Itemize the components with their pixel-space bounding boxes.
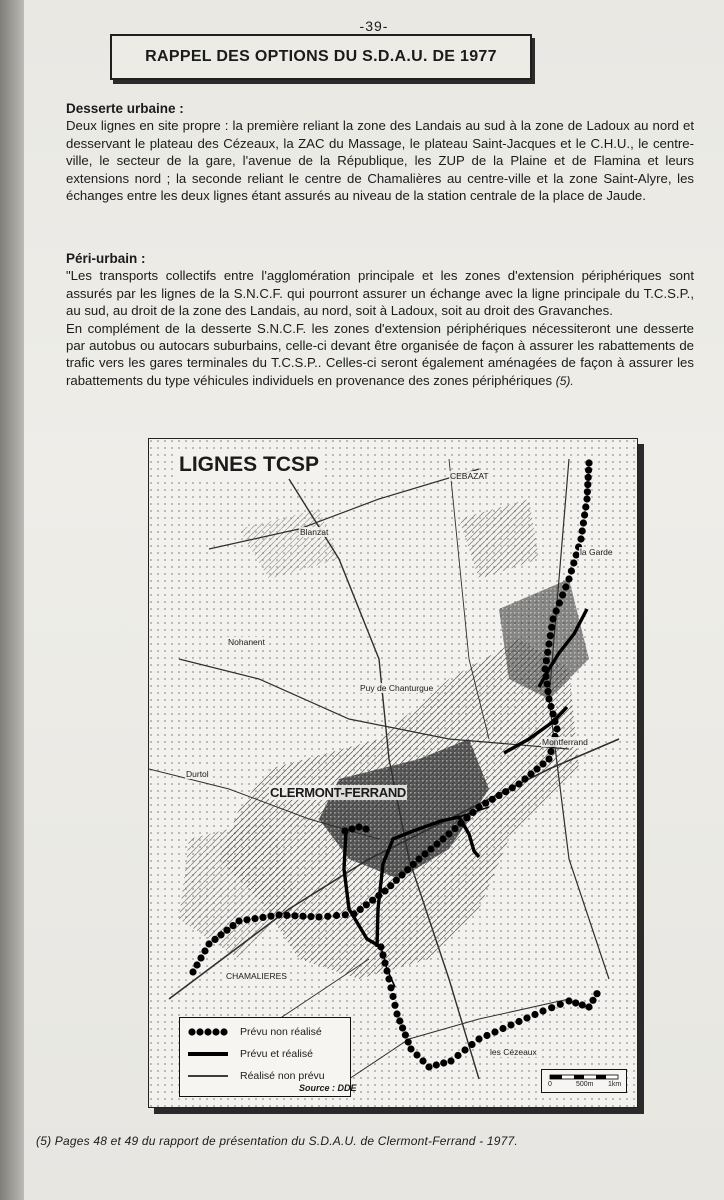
route-dot bbox=[387, 984, 394, 991]
route-dot bbox=[585, 1003, 592, 1010]
map-scale-bar bbox=[541, 1069, 627, 1093]
route-dot bbox=[398, 871, 405, 878]
route-dot bbox=[399, 1024, 406, 1031]
route-dot bbox=[553, 725, 560, 732]
route-dot bbox=[425, 1063, 432, 1070]
route-dot bbox=[307, 913, 314, 920]
legend-thin-line-icon bbox=[188, 1070, 228, 1082]
route-dot bbox=[533, 765, 540, 772]
route-dot bbox=[541, 665, 548, 672]
route-dot bbox=[433, 840, 440, 847]
route-dot bbox=[568, 567, 575, 574]
route-dot bbox=[483, 1032, 490, 1039]
route-dot bbox=[275, 911, 282, 918]
place-chamalieres: CHAMALIERES bbox=[226, 971, 287, 981]
route-dot bbox=[357, 906, 364, 913]
route-dot bbox=[457, 820, 464, 827]
route-dot bbox=[545, 695, 552, 702]
route-dot bbox=[223, 927, 230, 934]
route-dot bbox=[548, 624, 555, 631]
place-la-garde: la Garde bbox=[580, 547, 613, 557]
route-dot bbox=[545, 640, 552, 647]
route-dot bbox=[381, 959, 388, 966]
route-dot bbox=[410, 861, 417, 868]
route-dot bbox=[585, 467, 592, 474]
route-dot bbox=[469, 809, 476, 816]
page-number: -39- bbox=[359, 18, 389, 34]
route-dot bbox=[475, 1035, 482, 1042]
route-dot bbox=[549, 615, 556, 622]
route-dot bbox=[362, 825, 369, 832]
route-dot bbox=[383, 967, 390, 974]
route-dot bbox=[570, 559, 577, 566]
route-dot bbox=[385, 975, 392, 982]
map-drawing bbox=[149, 439, 637, 1107]
route-dot bbox=[197, 954, 204, 961]
route-dot bbox=[235, 917, 242, 924]
route-dot bbox=[544, 688, 551, 695]
route-dot bbox=[521, 775, 528, 782]
route-dot bbox=[419, 1057, 426, 1064]
route-dot bbox=[499, 1025, 506, 1032]
route-dot bbox=[548, 1004, 555, 1011]
route-dot bbox=[402, 1031, 409, 1038]
title-box bbox=[110, 34, 532, 80]
legend-dotted-line-icon bbox=[188, 1026, 228, 1038]
paragraph-peri-urbain-1: "Les transports collectifs entre l'agglomération principale et les zones d'extension périphériques sont assurés par les lignes de la S.N.C.F. qui pourront assurer un échange avec la ligne principale du T.C.S.P., au sud, au droit de la zone des Landais, au nord, soit à Ladoux, soit au droit des Gravanches. bbox=[66, 268, 694, 319]
paragraph-peri-urbain-2 bbox=[66, 320, 694, 391]
route-dot bbox=[585, 474, 592, 481]
route-dot bbox=[547, 632, 554, 639]
route-dot bbox=[509, 784, 516, 791]
route-dot bbox=[396, 1017, 403, 1024]
route-dot bbox=[341, 827, 348, 834]
route-dot bbox=[259, 914, 266, 921]
route-dot bbox=[427, 845, 434, 852]
route-dot bbox=[542, 673, 549, 680]
footnote: (5) Pages 48 et 49 du rapport de présentation du S.D.A.U. de Clermont-Ferrand - 1977. bbox=[36, 1134, 518, 1148]
route-dot bbox=[350, 910, 357, 917]
route-dot bbox=[547, 748, 554, 755]
route-dot bbox=[413, 1051, 420, 1058]
route-dot bbox=[377, 943, 384, 950]
route-dot bbox=[463, 814, 470, 821]
route-dot bbox=[489, 796, 496, 803]
section-desserte-urbaine bbox=[66, 100, 694, 204]
legend-item-prevu-et-realise bbox=[188, 1048, 313, 1060]
scale-label-500m: 500m bbox=[576, 1081, 594, 1088]
route-dot bbox=[565, 575, 572, 582]
route-dot bbox=[551, 718, 558, 725]
route-dot bbox=[299, 913, 306, 920]
legend-label-prevu-non-realise: Prévu non réalisé bbox=[240, 1026, 322, 1038]
route-dot bbox=[415, 855, 422, 862]
route-dot bbox=[251, 915, 258, 922]
route-dot bbox=[421, 850, 428, 857]
route-dot bbox=[217, 931, 224, 938]
place-clermont-ferrand: CLERMONT-FERRAND bbox=[270, 785, 407, 800]
route-dot bbox=[547, 703, 554, 710]
paragraph-peri-urbain-2-text: En complément de la desserte S.N.C.F. les zones d'extension périphériques nécessiteront une desserte par autobus ou autocars suburbains, celle-ci devant être organisée de façon à assurer les rabattements de trafic vers les gares terminales du T.C.S.P.. Celles-ci seront également aménagées de façon à assurer les rabattements du type véhicules individuels en provenance des zones périphériques bbox=[66, 320, 694, 388]
route-dot bbox=[589, 997, 596, 1004]
route-dot bbox=[593, 990, 600, 997]
route-dot bbox=[393, 877, 400, 884]
route-dot bbox=[585, 459, 592, 466]
route-dot bbox=[543, 680, 550, 687]
route-dot bbox=[579, 527, 586, 534]
route-dot bbox=[579, 1001, 586, 1008]
route-dot bbox=[556, 599, 563, 606]
route-dot bbox=[572, 999, 579, 1006]
route-dot bbox=[451, 825, 458, 832]
route-dot bbox=[389, 993, 396, 1000]
place-durtol: Durtol bbox=[186, 769, 209, 779]
route-dot bbox=[393, 1010, 400, 1017]
legend-thick-line-icon bbox=[188, 1048, 228, 1060]
route-dot bbox=[531, 1011, 538, 1018]
route-dot bbox=[243, 916, 250, 923]
scale-label-zero: 0 bbox=[548, 1081, 552, 1088]
route-dot bbox=[387, 882, 394, 889]
route-dot bbox=[355, 823, 362, 830]
legend-item-realise-non-prevu bbox=[188, 1070, 325, 1082]
route-dot bbox=[515, 780, 522, 787]
place-les-cezeaux: les Cézeaux bbox=[490, 1047, 537, 1057]
route-dot bbox=[342, 911, 349, 918]
route-dot bbox=[584, 488, 591, 495]
route-dot bbox=[582, 503, 589, 510]
route-dot bbox=[407, 1045, 414, 1052]
route-dot bbox=[461, 1046, 468, 1053]
route-dot bbox=[581, 511, 588, 518]
route-dot bbox=[211, 936, 218, 943]
map-source: Source : DDE bbox=[299, 1083, 357, 1093]
route-dot bbox=[565, 997, 572, 1004]
section-peri-urbain bbox=[66, 250, 694, 390]
route-dot bbox=[379, 951, 386, 958]
route-dot bbox=[523, 1014, 530, 1021]
place-nohanent: Nohanent bbox=[228, 637, 265, 647]
route-dot bbox=[507, 1021, 514, 1028]
route-dot bbox=[527, 770, 534, 777]
map-title: LIGNES TCSP bbox=[175, 453, 323, 477]
route-dot bbox=[447, 1057, 454, 1064]
route-dot bbox=[584, 481, 591, 488]
route-dot bbox=[283, 912, 290, 919]
route-dot bbox=[439, 835, 446, 842]
place-cebazat: CEBAZAT bbox=[450, 471, 489, 481]
route-dot bbox=[475, 803, 482, 810]
route-dot bbox=[545, 755, 552, 762]
route-dot bbox=[229, 922, 236, 929]
map-figure bbox=[148, 438, 638, 1108]
route-dot bbox=[445, 830, 452, 837]
route-dot bbox=[583, 495, 590, 502]
route-dot bbox=[491, 1028, 498, 1035]
route-dot bbox=[333, 912, 340, 919]
route-dot bbox=[324, 913, 331, 920]
route-dot bbox=[539, 1007, 546, 1014]
route-dot bbox=[495, 792, 502, 799]
document-page bbox=[24, 0, 724, 1200]
route-dot bbox=[404, 866, 411, 873]
section-heading-desserte-urbaine: Desserte urbaine : bbox=[66, 101, 184, 116]
route-dot bbox=[201, 947, 208, 954]
route-dot bbox=[577, 535, 584, 542]
scale-label-1km: 1km bbox=[608, 1081, 622, 1088]
route-dot bbox=[205, 940, 212, 947]
legend-label-realise-non-prevu: Réalisé non prévu bbox=[240, 1070, 325, 1082]
route-dot bbox=[549, 710, 556, 717]
route-dot bbox=[553, 607, 560, 614]
route-dot bbox=[482, 800, 489, 807]
route-dot bbox=[381, 887, 388, 894]
place-blanzat: Blanzat bbox=[300, 527, 329, 537]
route-dot bbox=[440, 1059, 447, 1066]
footnote-reference: (5). bbox=[555, 373, 574, 388]
route-dot bbox=[433, 1061, 440, 1068]
route-dot bbox=[363, 901, 370, 908]
route-dot bbox=[559, 591, 566, 598]
route-dot bbox=[543, 657, 550, 664]
legend-label-prevu-et-realise: Prévu et réalisé bbox=[240, 1048, 313, 1060]
route-dot bbox=[267, 913, 274, 920]
place-montferrand: Montferrand bbox=[542, 737, 588, 747]
section-heading-peri-urbain: Péri-urbain : bbox=[66, 251, 146, 266]
route-dot bbox=[315, 913, 322, 920]
route-dot bbox=[369, 897, 376, 904]
route-dot bbox=[515, 1018, 522, 1025]
route-dot bbox=[391, 1002, 398, 1009]
place-puy-de-chanturgue: Puy de Chanturgue bbox=[360, 683, 434, 693]
route-dot bbox=[193, 961, 200, 968]
paragraph-desserte-urbaine: Deux lignes en site propre : la première reliant la zone des Landais au sud à la zone de Ladoux au nord et desservant le plateau des Cézeaux, la ZAC du Massage, le plateau Saint-Jacques et le C.H.U., le centre-ville, le secteur de la gare, l'avenue de la République, les ZUP de la Plaine et de Flamina et leurs extensions nord ; la seconde reliant le centre de Chamalières au centre-ville et la zone Saint-Alyre, les échanges entre les deux lignes étant assurés au niveau de la station centrale de la place de Jaude. bbox=[66, 118, 694, 204]
route-dot bbox=[580, 519, 587, 526]
route-dot bbox=[539, 760, 546, 767]
route-dot bbox=[557, 1001, 564, 1008]
route-dot bbox=[291, 912, 298, 919]
legend-item-prevu-non-realise bbox=[188, 1026, 322, 1038]
route-dot bbox=[562, 583, 569, 590]
route-dot bbox=[405, 1038, 412, 1045]
route-dot bbox=[468, 1041, 475, 1048]
route-dot bbox=[375, 892, 382, 899]
route-dot bbox=[348, 825, 355, 832]
route-dot bbox=[454, 1052, 461, 1059]
route-dot bbox=[189, 968, 196, 975]
route-dot bbox=[502, 788, 509, 795]
page-title: RAPPEL DES OPTIONS DU S.D.A.U. DE 1977 bbox=[145, 48, 497, 65]
route-dot bbox=[544, 649, 551, 656]
